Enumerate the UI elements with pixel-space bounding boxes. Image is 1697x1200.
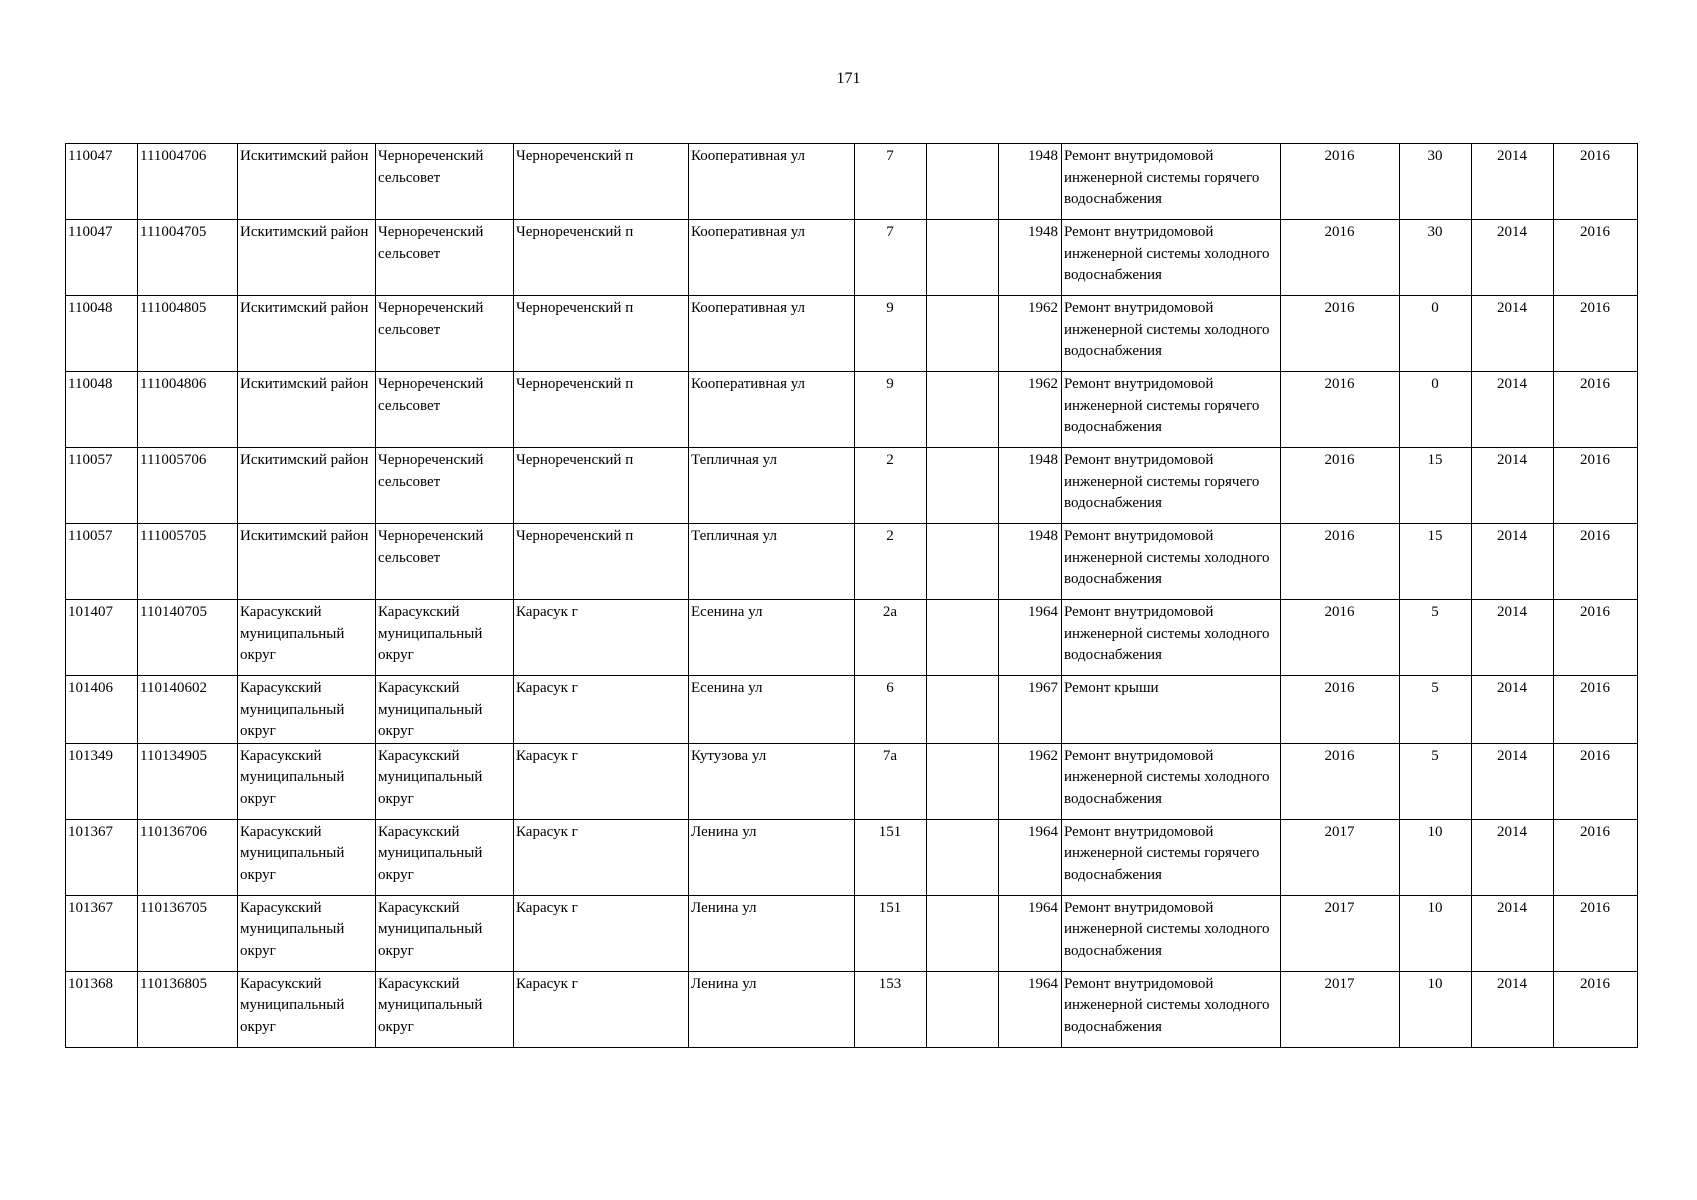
work-type-cell: Ремонт внутридомовой инженерной системы холодного водоснабжения: [1062, 971, 1281, 1047]
year-built-cell: 1948: [999, 220, 1062, 296]
house-number-cell: 7: [855, 144, 927, 220]
table-row: [66, 819, 1638, 895]
locality-cell: Чернореченский п: [514, 296, 689, 372]
work-type-cell: Ремонт внутридомовой инженерной системы холодного водоснабжения: [1062, 600, 1281, 676]
planned-year-cell: 2016: [1281, 676, 1400, 744]
street-cell: Кооперативная ул: [689, 220, 855, 296]
table-row: [66, 144, 1638, 220]
planned-year-cell: 2017: [1281, 819, 1400, 895]
table-row: [66, 448, 1638, 524]
locality-cell: Чернореченский п: [514, 372, 689, 448]
empty-cell: [927, 676, 999, 744]
street-cell: Ленина ул: [689, 895, 855, 971]
year-built-cell: 1962: [999, 296, 1062, 372]
locality-cell: Чернореченский п: [514, 220, 689, 296]
empty-cell: [927, 296, 999, 372]
work-type-cell: Ремонт крыши: [1062, 676, 1281, 744]
period-end-cell: 2016: [1554, 600, 1638, 676]
house-id-cell: 101367: [66, 819, 138, 895]
period-start-cell: 2014: [1472, 600, 1554, 676]
period-start-cell: 2014: [1472, 448, 1554, 524]
table-row: [66, 524, 1638, 600]
house-number-cell: 9: [855, 296, 927, 372]
locality-cell: Чернореченский п: [514, 448, 689, 524]
locality-cell: Карасук г: [514, 819, 689, 895]
period-start-cell: 2014: [1472, 819, 1554, 895]
percent-cell: 5: [1400, 743, 1472, 819]
work-type-cell: Ремонт внутридомовой инженерной системы холодного водоснабжения: [1062, 296, 1281, 372]
register-table: [65, 143, 1638, 1048]
year-built-cell: 1964: [999, 895, 1062, 971]
percent-cell: 0: [1400, 372, 1472, 448]
empty-cell: [927, 600, 999, 676]
street-cell: Тепличная ул: [689, 448, 855, 524]
table-row: [66, 220, 1638, 296]
house-number-cell: 7а: [855, 743, 927, 819]
street-cell: Кутузова ул: [689, 743, 855, 819]
period-end-cell: 2016: [1554, 372, 1638, 448]
house-id-cell: 110048: [66, 372, 138, 448]
record-code-cell: 111004705: [138, 220, 238, 296]
street-cell: Кооперативная ул: [689, 372, 855, 448]
district-cell: Искитимский район: [238, 144, 376, 220]
house-id-cell: 110048: [66, 296, 138, 372]
house-number-cell: 6: [855, 676, 927, 744]
period-start-cell: 2014: [1472, 524, 1554, 600]
district-cell: Искитимский район: [238, 372, 376, 448]
work-type-cell: Ремонт внутридомовой инженерной системы горячего водоснабжения: [1062, 448, 1281, 524]
percent-cell: 30: [1400, 144, 1472, 220]
district-cell: Искитимский район: [238, 220, 376, 296]
period-start-cell: 2014: [1472, 743, 1554, 819]
district-cell: Карасукский муниципальный округ: [238, 819, 376, 895]
record-code-cell: 111005705: [138, 524, 238, 600]
district-cell: Карасукский муниципальный округ: [238, 676, 376, 744]
period-start-cell: 2014: [1472, 296, 1554, 372]
period-start-cell: 2014: [1472, 372, 1554, 448]
municipality-cell: Карасукский муниципальный округ: [376, 971, 514, 1047]
percent-cell: 5: [1400, 600, 1472, 676]
planned-year-cell: 2016: [1281, 743, 1400, 819]
district-cell: Искитимский район: [238, 296, 376, 372]
year-built-cell: 1948: [999, 144, 1062, 220]
table-row: [66, 676, 1638, 744]
locality-cell: Карасук г: [514, 600, 689, 676]
record-code-cell: 111005706: [138, 448, 238, 524]
municipality-cell: Чернореченский сельсовет: [376, 144, 514, 220]
percent-cell: 5: [1400, 676, 1472, 744]
planned-year-cell: 2016: [1281, 372, 1400, 448]
planned-year-cell: 2017: [1281, 971, 1400, 1047]
record-code-cell: 110136705: [138, 895, 238, 971]
period-end-cell: 2016: [1554, 296, 1638, 372]
record-code-cell: 111004706: [138, 144, 238, 220]
street-cell: Кооперативная ул: [689, 296, 855, 372]
locality-cell: Карасук г: [514, 676, 689, 744]
work-type-cell: Ремонт внутридомовой инженерной системы горячего водоснабжения: [1062, 144, 1281, 220]
period-start-cell: 2014: [1472, 895, 1554, 971]
period-start-cell: 2014: [1472, 220, 1554, 296]
house-number-cell: 2: [855, 448, 927, 524]
period-end-cell: 2016: [1554, 676, 1638, 744]
period-end-cell: 2016: [1554, 895, 1638, 971]
work-type-cell: Ремонт внутридомовой инженерной системы холодного водоснабжения: [1062, 895, 1281, 971]
street-cell: Есенина ул: [689, 600, 855, 676]
empty-cell: [927, 895, 999, 971]
table-row: [66, 372, 1638, 448]
table-row: [66, 743, 1638, 819]
year-built-cell: 1948: [999, 448, 1062, 524]
municipality-cell: Чернореченский сельсовет: [376, 372, 514, 448]
percent-cell: 10: [1400, 895, 1472, 971]
empty-cell: [927, 448, 999, 524]
work-type-cell: Ремонт внутридомовой инженерной системы холодного водоснабжения: [1062, 524, 1281, 600]
year-built-cell: 1948: [999, 524, 1062, 600]
year-built-cell: 1962: [999, 743, 1062, 819]
planned-year-cell: 2016: [1281, 144, 1400, 220]
district-cell: Карасукский муниципальный округ: [238, 971, 376, 1047]
percent-cell: 10: [1400, 819, 1472, 895]
percent-cell: 15: [1400, 524, 1472, 600]
district-cell: Карасукский муниципальный округ: [238, 895, 376, 971]
record-code-cell: 111004806: [138, 372, 238, 448]
year-built-cell: 1962: [999, 372, 1062, 448]
year-built-cell: 1967: [999, 676, 1062, 744]
work-type-cell: Ремонт внутридомовой инженерной системы горячего водоснабжения: [1062, 819, 1281, 895]
year-built-cell: 1964: [999, 600, 1062, 676]
municipality-cell: Чернореченский сельсовет: [376, 296, 514, 372]
planned-year-cell: 2016: [1281, 448, 1400, 524]
house-id-cell: 110047: [66, 220, 138, 296]
planned-year-cell: 2016: [1281, 220, 1400, 296]
locality-cell: Карасук г: [514, 971, 689, 1047]
empty-cell: [927, 372, 999, 448]
house-id-cell: 110057: [66, 448, 138, 524]
house-id-cell: 101406: [66, 676, 138, 744]
empty-cell: [927, 144, 999, 220]
house-number-cell: 2: [855, 524, 927, 600]
locality-cell: Карасук г: [514, 895, 689, 971]
district-cell: Карасукский муниципальный округ: [238, 743, 376, 819]
period-end-cell: 2016: [1554, 220, 1638, 296]
planned-year-cell: 2017: [1281, 895, 1400, 971]
percent-cell: 0: [1400, 296, 1472, 372]
planned-year-cell: 2016: [1281, 524, 1400, 600]
page-number: 171: [836, 70, 861, 87]
percent-cell: 30: [1400, 220, 1472, 296]
work-type-cell: Ремонт внутридомовой инженерной системы холодного водоснабжения: [1062, 220, 1281, 296]
municipality-cell: Карасукский муниципальный округ: [376, 895, 514, 971]
period-end-cell: 2016: [1554, 743, 1638, 819]
period-start-cell: 2014: [1472, 971, 1554, 1047]
locality-cell: Карасук г: [514, 743, 689, 819]
house-number-cell: 151: [855, 895, 927, 971]
municipality-cell: Карасукский муниципальный округ: [376, 819, 514, 895]
empty-cell: [927, 524, 999, 600]
empty-cell: [927, 971, 999, 1047]
record-code-cell: 110136706: [138, 819, 238, 895]
record-code-cell: 110134905: [138, 743, 238, 819]
house-number-cell: 9: [855, 372, 927, 448]
street-cell: Ленина ул: [689, 971, 855, 1047]
table-row: [66, 600, 1638, 676]
year-built-cell: 1964: [999, 819, 1062, 895]
municipality-cell: Карасукский муниципальный округ: [376, 743, 514, 819]
empty-cell: [927, 819, 999, 895]
record-code-cell: 110140602: [138, 676, 238, 744]
table-row: [66, 895, 1638, 971]
house-id-cell: 101368: [66, 971, 138, 1047]
table-row: [66, 296, 1638, 372]
municipality-cell: Карасукский муниципальный округ: [376, 676, 514, 744]
municipality-cell: Чернореченский сельсовет: [376, 220, 514, 296]
street-cell: Кооперативная ул: [689, 144, 855, 220]
percent-cell: 15: [1400, 448, 1472, 524]
empty-cell: [927, 743, 999, 819]
house-number-cell: 153: [855, 971, 927, 1047]
locality-cell: Чернореченский п: [514, 524, 689, 600]
locality-cell: Чернореченский п: [514, 144, 689, 220]
period-end-cell: 2016: [1554, 971, 1638, 1047]
street-cell: Тепличная ул: [689, 524, 855, 600]
record-code-cell: 110136805: [138, 971, 238, 1047]
period-end-cell: 2016: [1554, 819, 1638, 895]
year-built-cell: 1964: [999, 971, 1062, 1047]
house-id-cell: 101367: [66, 895, 138, 971]
period-end-cell: 2016: [1554, 144, 1638, 220]
municipality-cell: Карасукский муниципальный округ: [376, 600, 514, 676]
planned-year-cell: 2016: [1281, 600, 1400, 676]
street-cell: Есенина ул: [689, 676, 855, 744]
municipality-cell: Чернореченский сельсовет: [376, 448, 514, 524]
district-cell: Искитимский район: [238, 448, 376, 524]
work-type-cell: Ремонт внутридомовой инженерной системы холодного водоснабжения: [1062, 743, 1281, 819]
house-number-cell: 151: [855, 819, 927, 895]
street-cell: Ленина ул: [689, 819, 855, 895]
period-end-cell: 2016: [1554, 524, 1638, 600]
house-id-cell: 101349: [66, 743, 138, 819]
record-code-cell: 111004805: [138, 296, 238, 372]
district-cell: Искитимский район: [238, 524, 376, 600]
house-number-cell: 7: [855, 220, 927, 296]
district-cell: Карасукский муниципальный округ: [238, 600, 376, 676]
percent-cell: 10: [1400, 971, 1472, 1047]
house-number-cell: 2а: [855, 600, 927, 676]
municipality-cell: Чернореченский сельсовет: [376, 524, 514, 600]
planned-year-cell: 2016: [1281, 296, 1400, 372]
period-start-cell: 2014: [1472, 144, 1554, 220]
empty-cell: [927, 220, 999, 296]
period-end-cell: 2016: [1554, 448, 1638, 524]
house-id-cell: 110057: [66, 524, 138, 600]
table-row: [66, 971, 1638, 1047]
work-type-cell: Ремонт внутридомовой инженерной системы горячего водоснабжения: [1062, 372, 1281, 448]
period-start-cell: 2014: [1472, 676, 1554, 744]
house-id-cell: 110047: [66, 144, 138, 220]
record-code-cell: 110140705: [138, 600, 238, 676]
house-id-cell: 101407: [66, 600, 138, 676]
